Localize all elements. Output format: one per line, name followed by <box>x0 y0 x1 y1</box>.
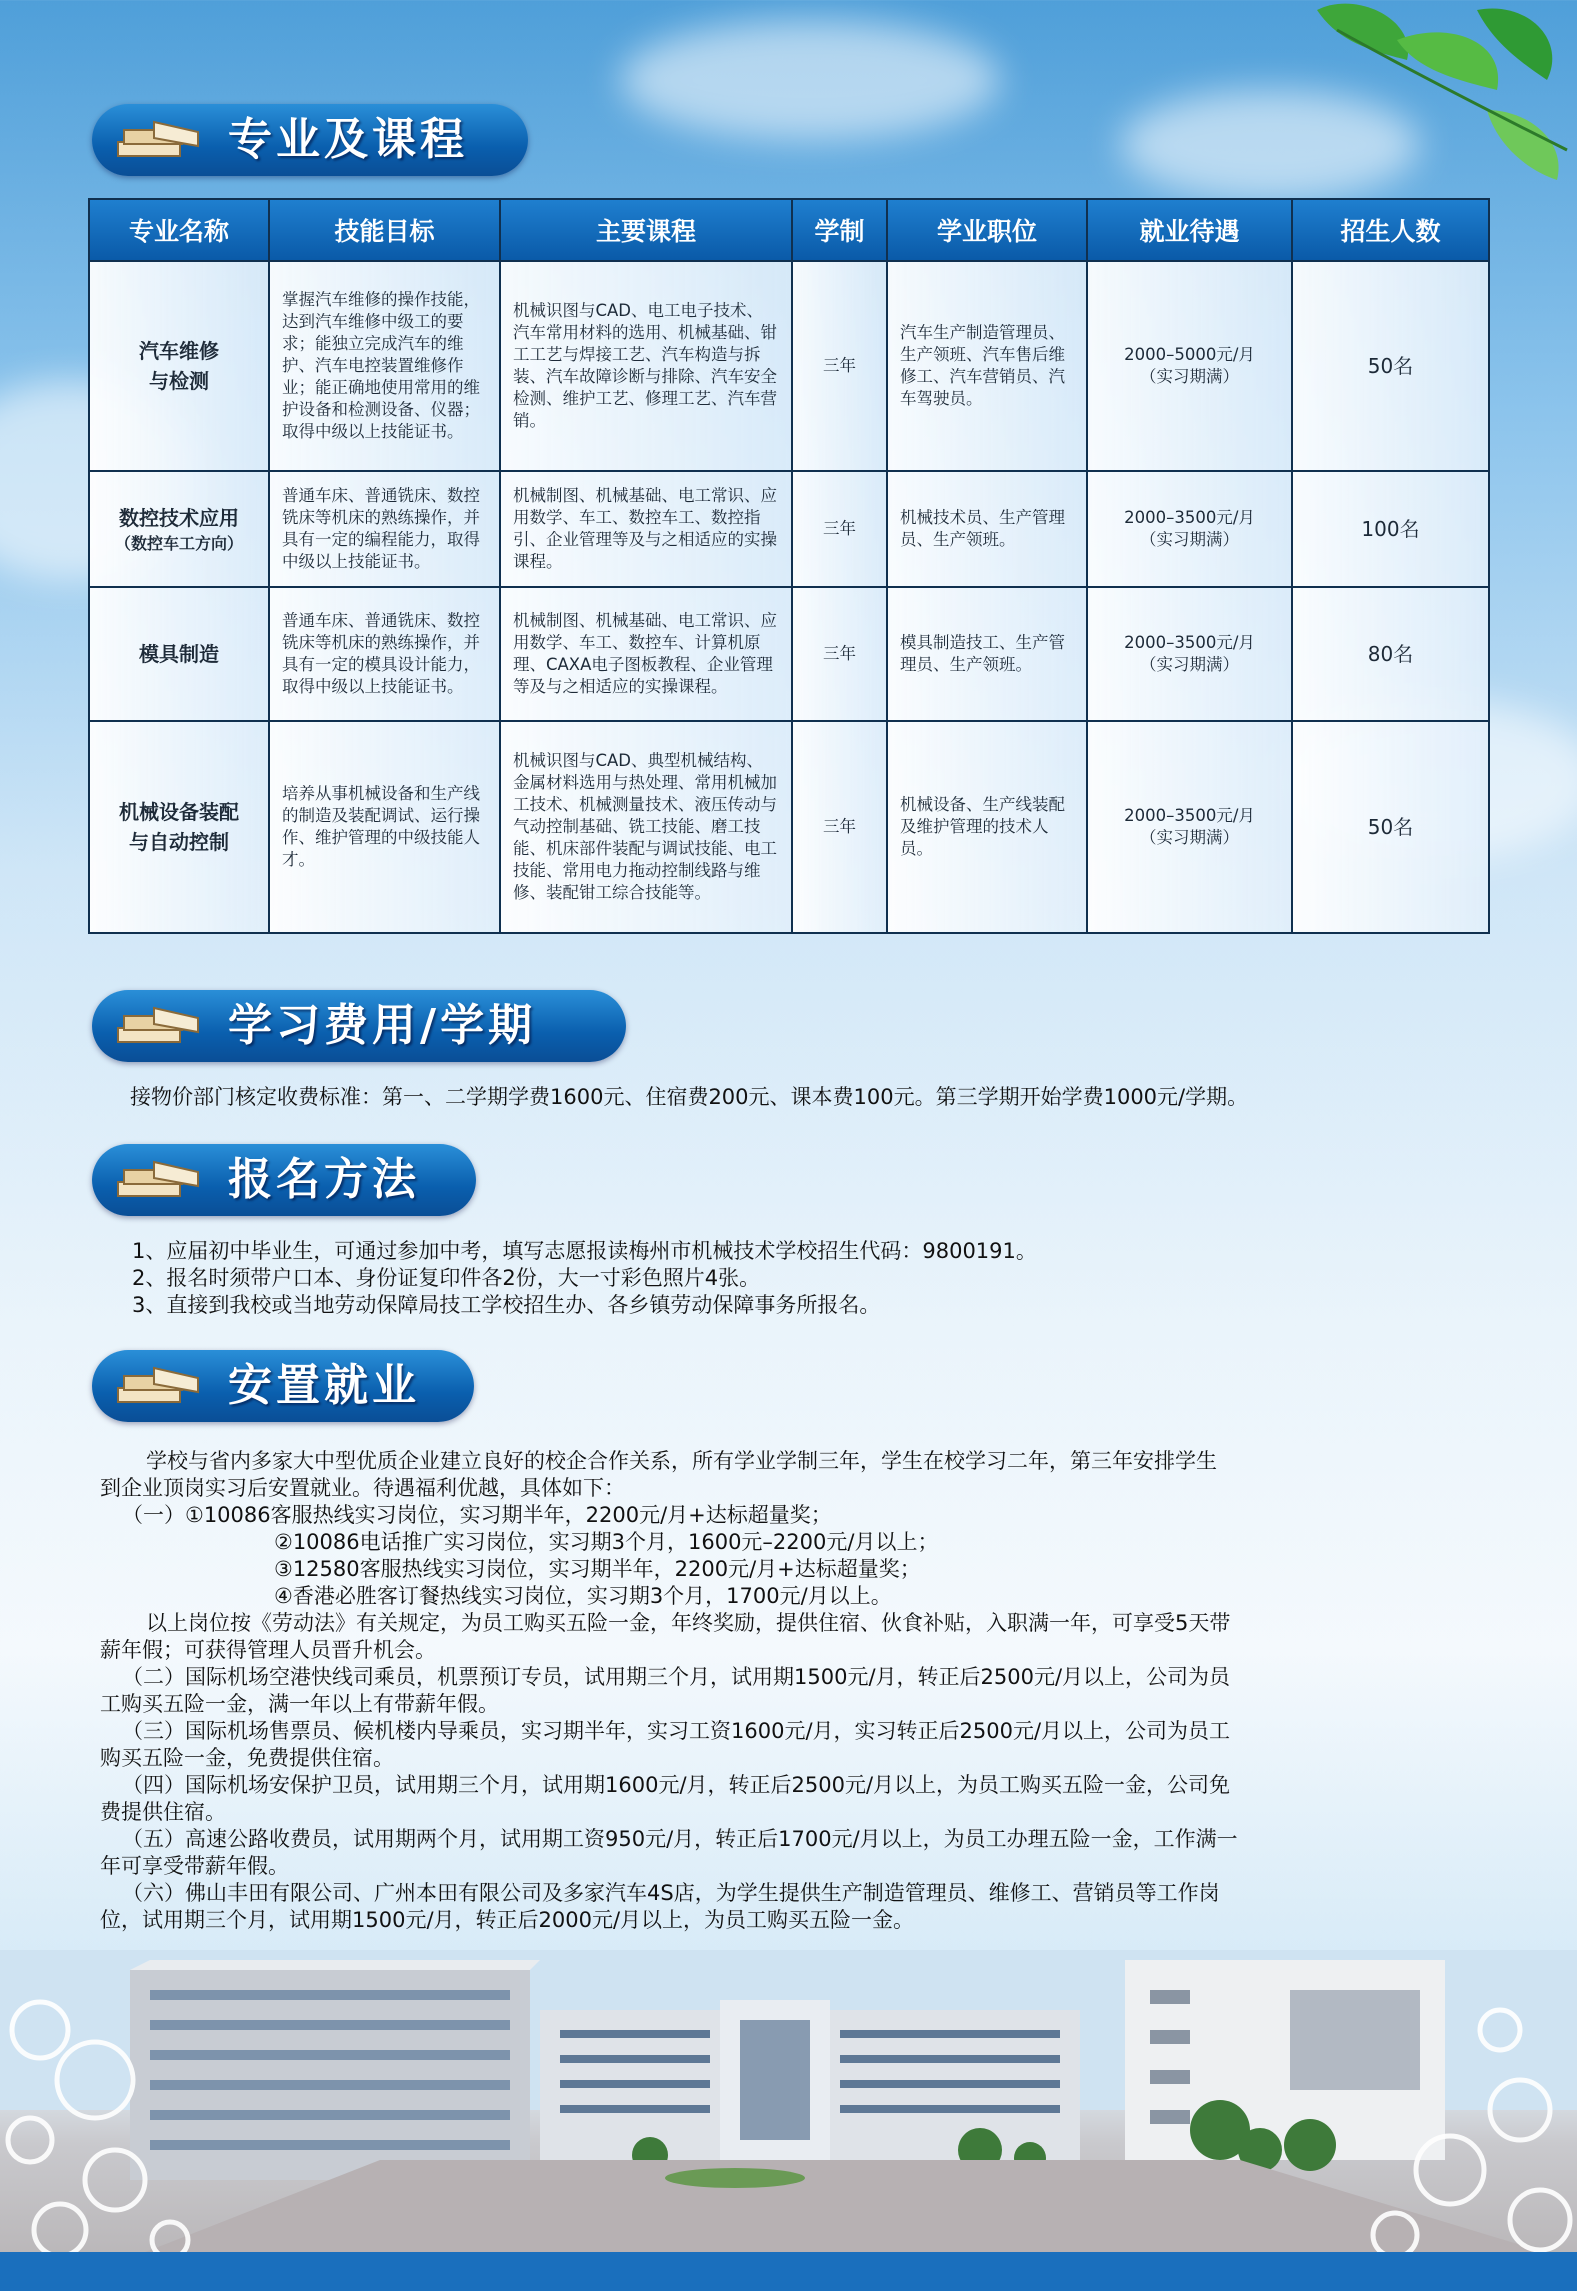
pay-cell <box>1087 471 1292 587</box>
major-name-cell <box>89 471 269 587</box>
cloud-decoration <box>620 20 1000 140</box>
employment-line: （六）佛山丰田有限公司、广州本田有限公司及多家汽车4S店，为学生提供生产制造管理员、维修工、营销员等工作岗 <box>122 1881 1220 1905</box>
employment-line: 年可享受带薪年假。 <box>100 1854 289 1878</box>
skill-cell: 普通车床、普通铣床、数控铣床等机床的熟练操作，并具有一定的模具设计能力，取得中级以上技能证书。 <box>269 587 500 721</box>
employment-line: 位，试用期三个月，试用期1500元/月，转正后2000元/月以上，为员工购买五险一金。 <box>100 1908 915 1932</box>
skill-cell: 培养从事机械设备和生产线的制造及装配调试、运行操作、维护管理的中级技能人才。 <box>269 721 500 933</box>
major-name-line2: 与自动控制 <box>129 830 229 854</box>
courses-cell: 机械制图、机械基础、电工常识、应用数学、车工、数控车、计算机原理、CAXA电子图板教程、企业管理等及与之相适应的实操课程。 <box>500 587 792 721</box>
book-icon <box>114 1002 202 1050</box>
leaves-decoration <box>1247 0 1577 200</box>
employment-line: （四）国际机场安保护卫员，试用期三个月，试用期1600元/月，转正后2500元/月以上，为员工购买五险一金，公司免 <box>122 1773 1231 1797</box>
header-cell: 招生人数 <box>1292 199 1489 261</box>
employment-line: 以上岗位按《劳动法》有关规定，为员工购买五险一金，年终奖励，提供住宿、伙食补贴，入职满一年，可享受5天带 <box>146 1611 1231 1635</box>
fees-text <box>130 1084 1248 1111</box>
major-name-cell <box>89 587 269 721</box>
pay-range: 2000–3500元/月 <box>1124 806 1255 825</box>
employment-line: （五）高速公路收费员，试用期两个月，试用期工资950元/月，转正后1700元/月以上，为员工办理五险一金，工作满一 <box>122 1827 1238 1851</box>
header-cell: 技能目标 <box>269 199 500 261</box>
jobs-cell: 机械设备、生产线装配及维护管理的技术人员。 <box>887 721 1087 933</box>
header-cell: 专业名称 <box>89 199 269 261</box>
section-header-employment <box>92 1350 474 1422</box>
skill-cell: 掌握汽车维修的操作技能，达到汽车维修中级工的要求；能独立完成汽车的维护、汽车电控装置维修作业；能正确地使用常用的维护设备和检测设备、仪器；取得中级以上技能证书。 <box>269 261 500 471</box>
table-row <box>89 471 1489 587</box>
section-header-enroll <box>92 1144 476 1216</box>
book-icon <box>114 116 202 164</box>
table-header-row <box>89 199 1489 261</box>
employment-line: （二）国际机场空港快线司乘员，机票预订专员，试用期三个月，试用期1500元/月，转正后2500元/月以上，公司为员 <box>122 1665 1231 1689</box>
major-name: 汽车维修 <box>139 339 219 363</box>
employment-text <box>100 1448 1238 1934</box>
quota-cell: 100名 <box>1292 471 1489 587</box>
quota-cell: 50名 <box>1292 721 1489 933</box>
pay-range: 2000–3500元/月 <box>1124 633 1255 652</box>
enroll-line: 3、直接到我校或当地劳动保障局技工学校招生办、各乡镇劳动保障事务所报名。 <box>132 1293 881 1317</box>
pay-note: （实习期满） <box>1140 530 1239 549</box>
book-icon <box>114 1362 202 1410</box>
courses-cell: 机械识图与CAD、典型机械结构、金属材料选用与热处理、常用机械加工技术、机械测量技术、液压传动与气动控制基础、铣工技能、磨工技能、机床部件装配与调试技能、电工技能、常用电力拖动控制线路与维修、装配钳工综合技能等。 <box>500 721 792 933</box>
pay-cell <box>1087 261 1292 471</box>
employment-line: （三）国际机场售票员、候机楼内导乘员，实习期半年，实习工资1600元/月，实习转正后2500元/月以上，公司为员工 <box>122 1719 1231 1743</box>
years-cell: 三年 <box>792 471 887 587</box>
table-row <box>89 587 1489 721</box>
section-title: 学习费用/学期 <box>228 1000 537 1051</box>
table-row <box>89 261 1489 471</box>
pay-cell <box>1087 587 1292 721</box>
enroll-line: 1、应届初中毕业生，可通过参加中考，填写志愿报读梅州市机械技术学校招生代码：9800191。 <box>132 1239 1037 1263</box>
years-cell: 三年 <box>792 721 887 933</box>
major-name-cell <box>89 261 269 471</box>
section-header-fees <box>92 990 626 1062</box>
employment-line: 工购买五险一金，满一年以上有带薪年假。 <box>100 1692 499 1716</box>
section-header-courses <box>92 104 528 176</box>
section-title: 专业及课程 <box>228 114 468 165</box>
employment-line: 薪年假；可获得管理人员晋升机会。 <box>100 1638 436 1662</box>
major-name-line2: 与检测 <box>149 369 209 393</box>
pay-note: （实习期满） <box>1140 828 1239 847</box>
courses-cell: 机械识图与CAD、电工电子技术、汽车常用材料的选用、机械基础、钳工工艺与焊接工艺、汽车构造与拆装、汽车故障诊断与排除、汽车安全检测、维护工艺、修理工艺、汽车营销。 <box>500 261 792 471</box>
table-row <box>89 721 1489 933</box>
jobs-cell: 汽车生产制造管理员、生产领班、汽车售后维修工、汽车营销员、汽车驾驶员。 <box>887 261 1087 471</box>
pay-range: 2000–3500元/月 <box>1124 508 1255 527</box>
book-icon <box>114 1156 202 1204</box>
jobs-cell: 模具制造技工、生产管理员、生产领班。 <box>887 587 1087 721</box>
campus-illustration <box>0 1950 1577 2262</box>
header-cell: 学制 <box>792 199 887 261</box>
pay-note: （实习期满） <box>1140 655 1239 674</box>
employment-line: ④香港必胜客订餐热线实习岗位，实习期3个月，1700元/月以上。 <box>274 1584 892 1608</box>
quota-cell: 50名 <box>1292 261 1489 471</box>
pay-cell <box>1087 721 1292 933</box>
major-name-line2: （数控车工方向） <box>114 534 243 553</box>
quota-cell: 80名 <box>1292 587 1489 721</box>
major-name: 数控技术应用 <box>119 506 239 530</box>
section-title: 报名方法 <box>228 1154 420 1205</box>
employment-line: 学校与省内多家大中型优质企业建立良好的校企合作关系，所有学业学制三年，学生在校学习二年，第三年安排学生 <box>146 1449 1217 1473</box>
employment-line: （一）①10086客服热线实习岗位，实习期半年，2200元/月+达标超量奖； <box>122 1503 832 1527</box>
section-title: 安置就业 <box>228 1360 420 1411</box>
enroll-text <box>132 1238 1037 1319</box>
employment-line: ③12580客服热线实习岗位，实习期半年，2200元/月+达标超量奖； <box>274 1557 921 1581</box>
employment-line: 到企业顶岗实习后安置就业。待遇福利优越，具体如下： <box>100 1476 625 1500</box>
campus-photo <box>0 1950 1577 2262</box>
jobs-cell: 机械技术员、生产管理员、生产领班。 <box>887 471 1087 587</box>
header-cell: 就业待遇 <box>1087 199 1292 261</box>
major-name-cell <box>89 721 269 933</box>
courses-cell: 机械制图、机械基础、电工常识、应用数学、车工、数控车工、数控指引、企业管理等及与之相适应的实操课程。 <box>500 471 792 587</box>
years-cell: 三年 <box>792 261 887 471</box>
header-cell: 学业职位 <box>887 199 1087 261</box>
course-table <box>88 198 1490 934</box>
employment-line: 费提供住宿。 <box>100 1800 226 1824</box>
employment-line: 购买五险一金，免费提供住宿。 <box>100 1746 394 1770</box>
major-name: 模具制造 <box>139 642 219 666</box>
years-cell: 三年 <box>792 587 887 721</box>
fees-line: 接物价部门核定收费标准：第一、二学期学费1600元、住宿费200元、课本费100元。第三学期开始学费1000元/学期。 <box>130 1085 1249 1109</box>
major-name: 机械设备装配 <box>119 800 239 824</box>
employment-line: ②10086电话推广实习岗位，实习期3个月，1600元–2200元/月以上； <box>274 1530 939 1554</box>
pay-range: 2000–5000元/月 <box>1124 345 1255 364</box>
header-cell: 主要课程 <box>500 199 792 261</box>
enroll-line: 2、报名时须带户口本、身份证复印件各2份，大一寸彩色照片4张。 <box>132 1266 761 1290</box>
skill-cell: 普通车床、普通铣床、数控铣床等机床的熟练操作，并具有一定的编程能力，取得中级以上技能证书。 <box>269 471 500 587</box>
bottom-bar <box>0 2252 1577 2291</box>
pay-note: （实习期满） <box>1140 367 1239 386</box>
